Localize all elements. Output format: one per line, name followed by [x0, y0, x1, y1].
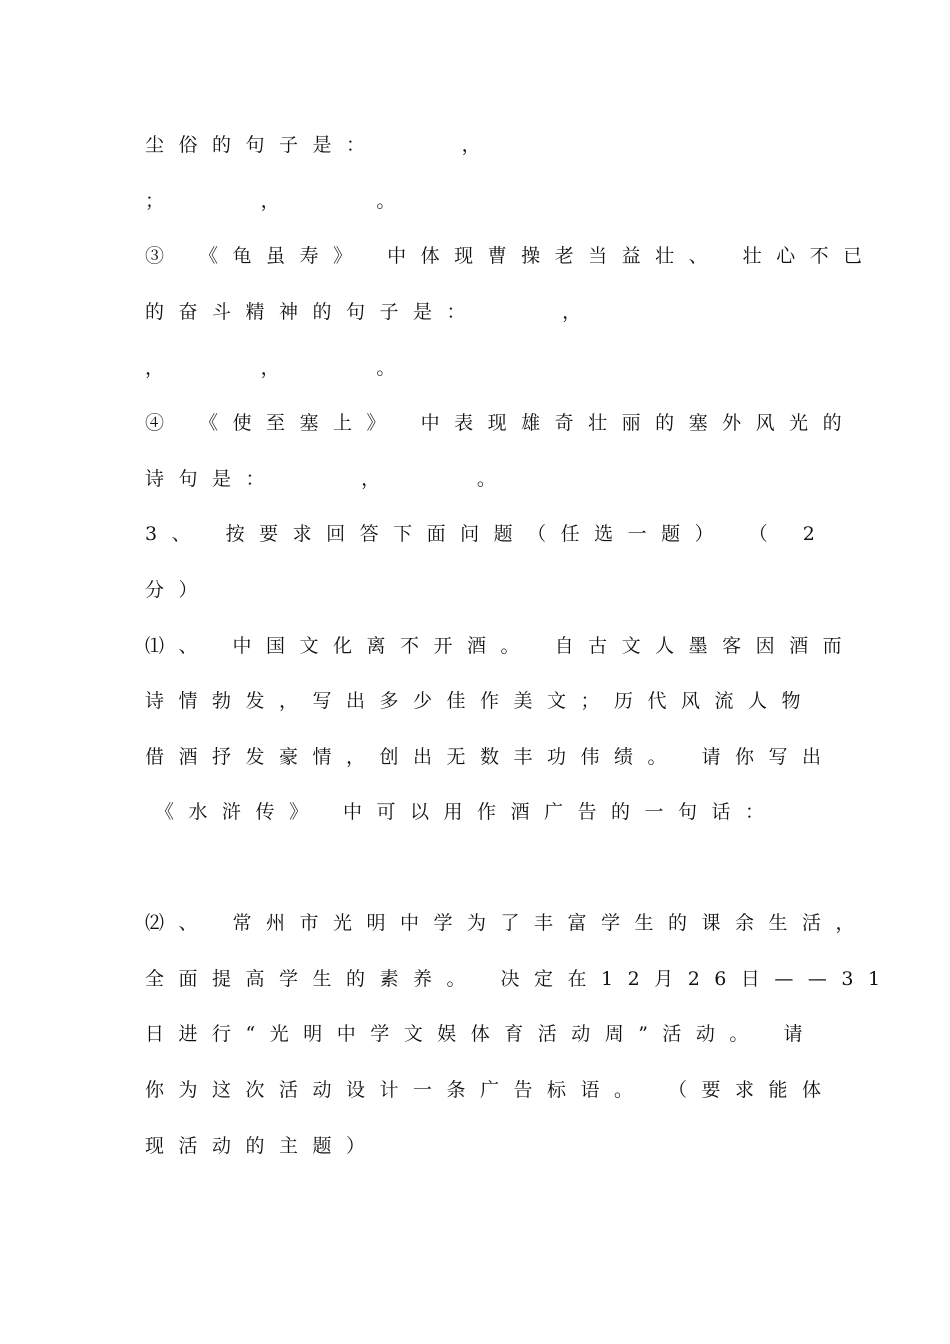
text-line: 分） — [145, 579, 213, 601]
text-line: 的奋斗精神的句子是： ， — [145, 301, 596, 323]
text-line: ； ， 。 — [145, 190, 410, 212]
section-heading: 3、 按要求回答下面问题（任选一题） （ 2 — [145, 523, 830, 545]
question-item-4: ④ 《使至塞上》 中表现雄奇壮丽的塞外风光的 — [145, 412, 857, 434]
text-line: ， ， 。 — [145, 357, 410, 379]
subquestion-1: ⑴、 中国文化离不开酒。 自古文人墨客因酒而 — [145, 635, 857, 657]
text-line: 全面提高学生的素养。 决定在12月26日——31 — [145, 968, 895, 990]
text-line: 日进行“光明中学文娱体育活动周”活动。 请 — [145, 1023, 817, 1045]
text-line: 现活动的主题） — [145, 1135, 380, 1157]
text-line: 借酒抒发豪情，创出无数丰功伟绩。 请你写出 — [145, 746, 836, 768]
subquestion-2: ⑵、 常州市光明中学为了丰富学生的课余生活， — [145, 912, 870, 934]
text-line: 尘俗的句子是： ， — [145, 134, 496, 156]
text-line: 诗情勃发，写出多少佳作美文；历代风流人物 — [145, 690, 816, 712]
text-line: 《水浒传》 中可以用作酒广告的一句话： — [155, 801, 779, 823]
text-line: 你为这次活动设计一条广告标语。 （要求能体 — [145, 1079, 836, 1101]
text-line: 诗句是： ， 。 — [145, 468, 511, 490]
question-item-3: ③ 《龟虽寿》 中体现曹操老当益壮、 壮心不已 — [145, 245, 877, 267]
